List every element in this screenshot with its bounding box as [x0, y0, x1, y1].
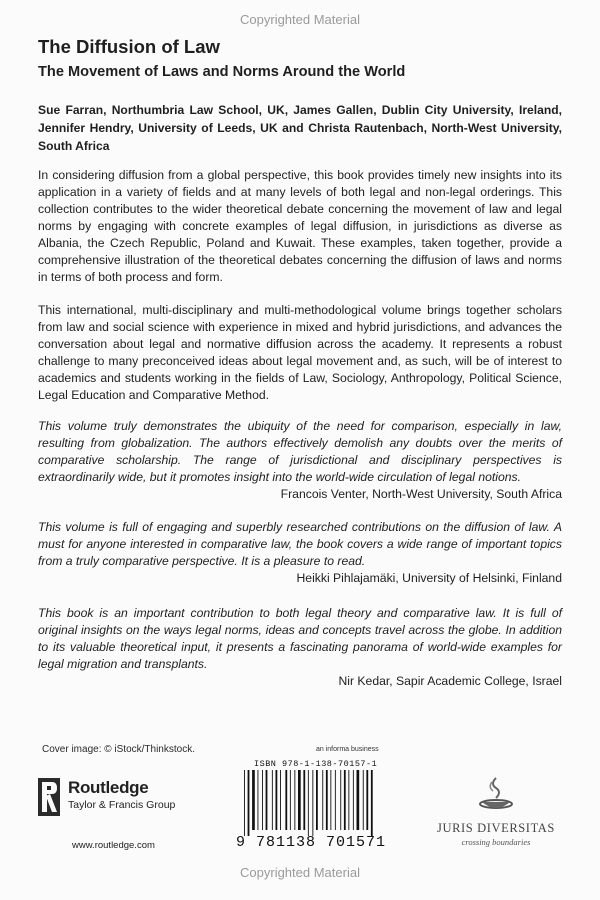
endorsement-quote: This volume truly demonstrates the ubiquity of the need for comparison, especially in law, resulting from globalization. The authors effectively demolish any doubts over the merits of comparative scholarship. The range of jurisdictional and disciplinary perspectives is extraordinarily wide, but it promotes insight into the world-wide circulation of legal notions.: [38, 419, 562, 484]
barcode-bar: [308, 770, 309, 836]
barcode-bar: [322, 770, 323, 830]
ean-digits: 9 781138 701571: [236, 834, 387, 851]
endorsement: [38, 418, 562, 503]
publisher-name: Routledge: [68, 778, 149, 797]
routledge-r-logo-icon: [38, 778, 60, 816]
description-paragraph: In considering diffusion from a global perspective, this book provides timely new insights into its application in a variety of fields and at many levels of both legal and non-legal orderings. This collection contributes to the wider theoretical debate concerning the movement of law and legal norms by engaging with concrete examples of legal diffusion, in jurisdictions as diverse as Albania, the Czech Republic, Poland and Kuwait. These examples, taken together, provide a comprehensive illustration of the theoretical debates concerning the diffusion of laws and norms in terms of both process and form.: [38, 168, 562, 284]
barcode-bar: [312, 770, 313, 836]
barcode-bar: [348, 770, 349, 830]
book-subtitle: The Movement of Laws and Norms Around the World: [38, 64, 406, 80]
publisher-url: www.routledge.com: [72, 840, 155, 851]
barcode-bar: [335, 770, 336, 830]
barcode-bar: [298, 770, 301, 830]
barcode-bar: [252, 770, 255, 830]
barcode-bar: [290, 770, 291, 830]
isbn-label: ISBN 978-1-138-70157-1: [254, 759, 378, 769]
endorsement-attribution: Francois Venter, North-West University, South Africa: [280, 487, 562, 501]
endorsement-quote: This book is an important contribution to both legal theory and comparative law. It is full of original insights on the ways legal norms, ideas and concepts travel across the globe. In addition to its valuable theoretical input, it presents a fascinating panorama of world-wide examples for legal migration and transplants.: [38, 606, 562, 671]
barcode-bar: [294, 770, 295, 830]
book-title: The Diffusion of Law: [38, 36, 220, 57]
watermark-top: Copyrighted Material: [240, 12, 360, 27]
barcode-bar: [326, 770, 328, 830]
barcode-bar: [272, 770, 273, 830]
barcode-bar: [248, 770, 250, 836]
barcode-bar: [266, 770, 268, 830]
publisher-group: Taylor & Francis Group: [68, 799, 176, 811]
barcode-bar: [366, 770, 368, 830]
series-logo: [436, 776, 556, 847]
series-name: JURIS DIVERSITAS: [437, 821, 555, 835]
barcode-bar: [371, 770, 373, 836]
barcode-bar: [276, 770, 278, 830]
endorsement: [38, 519, 562, 587]
steaming-cup-icon: [476, 776, 516, 814]
description-paragraph: This international, multi-disciplinary and multi-methodological volume brings together scholars from law and social science with experience in mixed and hybrid jurisdictions, and advances the conversation about legal and normative diffusion across the academy. It represents a robust challenge to many preconceived ideas about legal movement and, as such, will be of interest to academics and students working in the fields of Law, Sociology, Anthropology, Political Science, Legal Education and Comparative Method.: [38, 303, 562, 402]
watermark-bottom: Copyrighted Material: [240, 865, 360, 880]
barcode-bar: [303, 770, 305, 830]
barcode-bar: [357, 770, 360, 830]
barcode-bar: [285, 770, 287, 830]
endorsement-quote: This volume is full of engaging and superbly researched contributions on the diffusion of law. A must for anyone interested in comparative law, the book covers a wide range of important topics from a truly comparative perspective. It is a pleasure to read.: [38, 520, 562, 568]
barcode-bar: [280, 770, 281, 830]
barcode-bar: [258, 770, 259, 830]
barcode-bar: [316, 770, 318, 830]
endorsement: [38, 605, 562, 690]
barcode-bar: [262, 770, 263, 830]
barcode-bar: [340, 770, 341, 830]
barcode-bar: [363, 770, 364, 830]
endorsement-attribution: Nir Kedar, Sapir Academic College, Israel: [338, 674, 562, 688]
back-cover-text: [38, 36, 562, 690]
barcode-bar: [353, 770, 354, 830]
endorsement-attribution: Heikki Pihlajamäki, University of Helsinki, Finland: [296, 571, 562, 585]
book-authors: Sue Farran, Northumbria Law School, UK, James Gallen, Dublin City University, Ireland, Jennifer Hendry, University of Leeds, UK and Christa Rautenbach, North-West University, South Africa: [38, 103, 562, 153]
series-tagline: crossing boundaries: [461, 837, 531, 847]
cover-image-credit: Cover image: © iStock/Thinkstock.: [42, 744, 195, 755]
barcode-bar: [330, 770, 331, 830]
informa-label: an informa business: [316, 746, 379, 753]
barcode-bar: [344, 770, 346, 830]
barcode-bar: [244, 770, 245, 836]
